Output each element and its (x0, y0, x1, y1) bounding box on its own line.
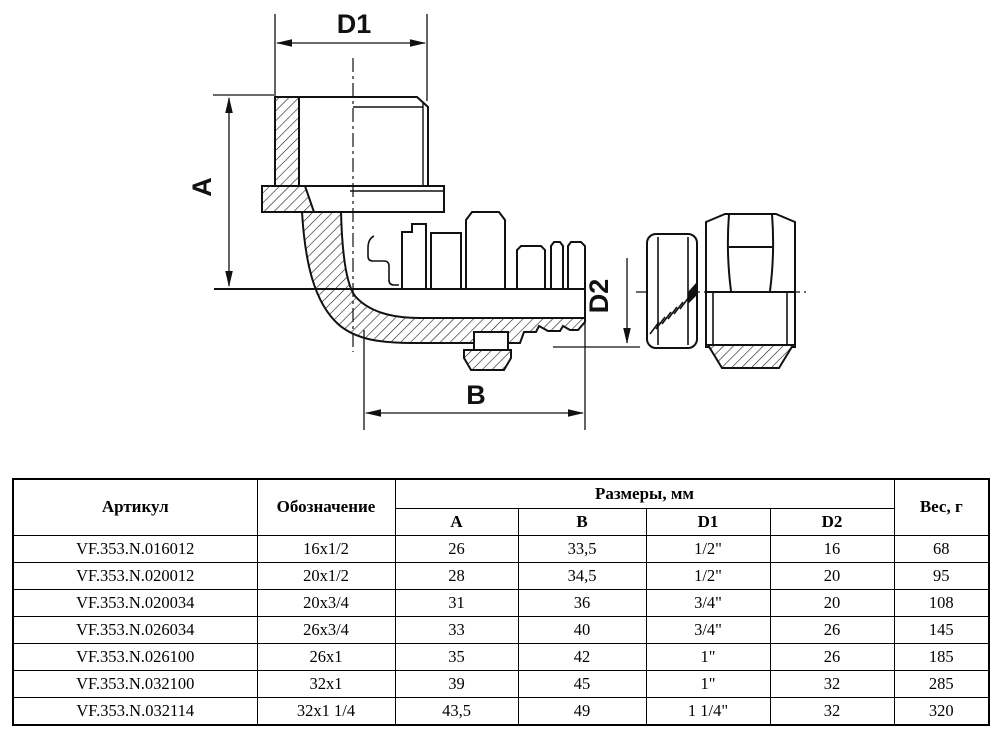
cell-b: 45 (518, 671, 646, 698)
cell-a: 35 (395, 644, 518, 671)
cell-a: 33 (395, 617, 518, 644)
cell-b: 33,5 (518, 536, 646, 563)
cell-d1: 1/2" (646, 563, 770, 590)
cell-article: VF.353.N.020034 (13, 590, 257, 617)
col-header-designation: Обозначение (257, 479, 395, 536)
cell-d2: 20 (770, 590, 894, 617)
body-hex-blocks (402, 212, 505, 289)
col-header-dimensions-group: Размеры, мм (395, 479, 894, 509)
compression-split-ring (647, 234, 697, 348)
cell-designation: 16x1/2 (257, 536, 395, 563)
cell-b: 34,5 (518, 563, 646, 590)
col-header-b: B (518, 509, 646, 536)
cell-b: 49 (518, 698, 646, 726)
cell-designation: 32x1 (257, 671, 395, 698)
cell-b: 40 (518, 617, 646, 644)
cell-weight: 108 (894, 590, 989, 617)
cell-d1: 1 1/4" (646, 698, 770, 726)
cell-article: VF.353.N.032100 (13, 671, 257, 698)
top-male-thread (275, 97, 428, 186)
header-row-1 (13, 479, 989, 509)
dim-label-d2: D2 (584, 278, 614, 314)
cell-weight: 285 (894, 671, 989, 698)
cell-d2: 16 (770, 536, 894, 563)
col-header-d2: D2 (770, 509, 894, 536)
cell-designation: 32x1 1/4 (257, 698, 395, 726)
cell-b: 36 (518, 590, 646, 617)
inner-bore-line (368, 236, 399, 285)
cell-d2: 20 (770, 563, 894, 590)
cell-d2: 26 (770, 617, 894, 644)
cell-a: 26 (395, 536, 518, 563)
cell-d2: 32 (770, 698, 894, 726)
col-header-a: A (395, 509, 518, 536)
table-row (13, 617, 989, 644)
table-row (13, 536, 989, 563)
col-header-article: Артикул (13, 479, 257, 536)
cell-article: VF.353.N.020012 (13, 563, 257, 590)
cell-a: 28 (395, 563, 518, 590)
dim-label-a: A (187, 177, 217, 197)
cell-d1: 3/4" (646, 590, 770, 617)
dim-label-b: B (466, 380, 486, 410)
cell-b: 42 (518, 644, 646, 671)
col-header-weight: Вес, г (894, 479, 989, 536)
spec-table (12, 478, 990, 726)
cell-weight: 95 (894, 563, 989, 590)
cell-article: VF.353.N.016012 (13, 536, 257, 563)
col-header-d1: D1 (646, 509, 770, 536)
cell-weight: 185 (894, 644, 989, 671)
cell-d1: 1" (646, 671, 770, 698)
table-row (13, 698, 989, 726)
cell-d1: 1/2" (646, 536, 770, 563)
elbow-fitting-body (214, 97, 585, 370)
dim-label-d1: D1 (336, 9, 372, 39)
cell-designation: 20x1/2 (257, 563, 395, 590)
dimension-d1 (275, 9, 427, 101)
union-nut (706, 214, 795, 368)
cell-d2: 32 (770, 671, 894, 698)
cell-weight: 320 (894, 698, 989, 726)
cell-a: 43,5 (395, 698, 518, 726)
cell-designation: 26x3/4 (257, 617, 395, 644)
cell-article: VF.353.N.026100 (13, 644, 257, 671)
table-row (13, 563, 989, 590)
cell-weight: 68 (894, 536, 989, 563)
cell-d1: 3/4" (646, 617, 770, 644)
barb-rings (517, 242, 585, 322)
dimension-d2 (553, 258, 640, 347)
table-row (13, 590, 989, 617)
cell-designation: 20x3/4 (257, 590, 395, 617)
cell-weight: 145 (894, 617, 989, 644)
cell-designation: 26x1 (257, 644, 395, 671)
cell-d1: 1" (646, 644, 770, 671)
cell-article: VF.353.N.032114 (13, 698, 257, 726)
table-row (13, 644, 989, 671)
cell-a: 31 (395, 590, 518, 617)
cell-a: 39 (395, 671, 518, 698)
cell-d2: 26 (770, 644, 894, 671)
nut-thread-section (708, 345, 793, 368)
table-row (13, 671, 989, 698)
cell-article: VF.353.N.026034 (13, 617, 257, 644)
